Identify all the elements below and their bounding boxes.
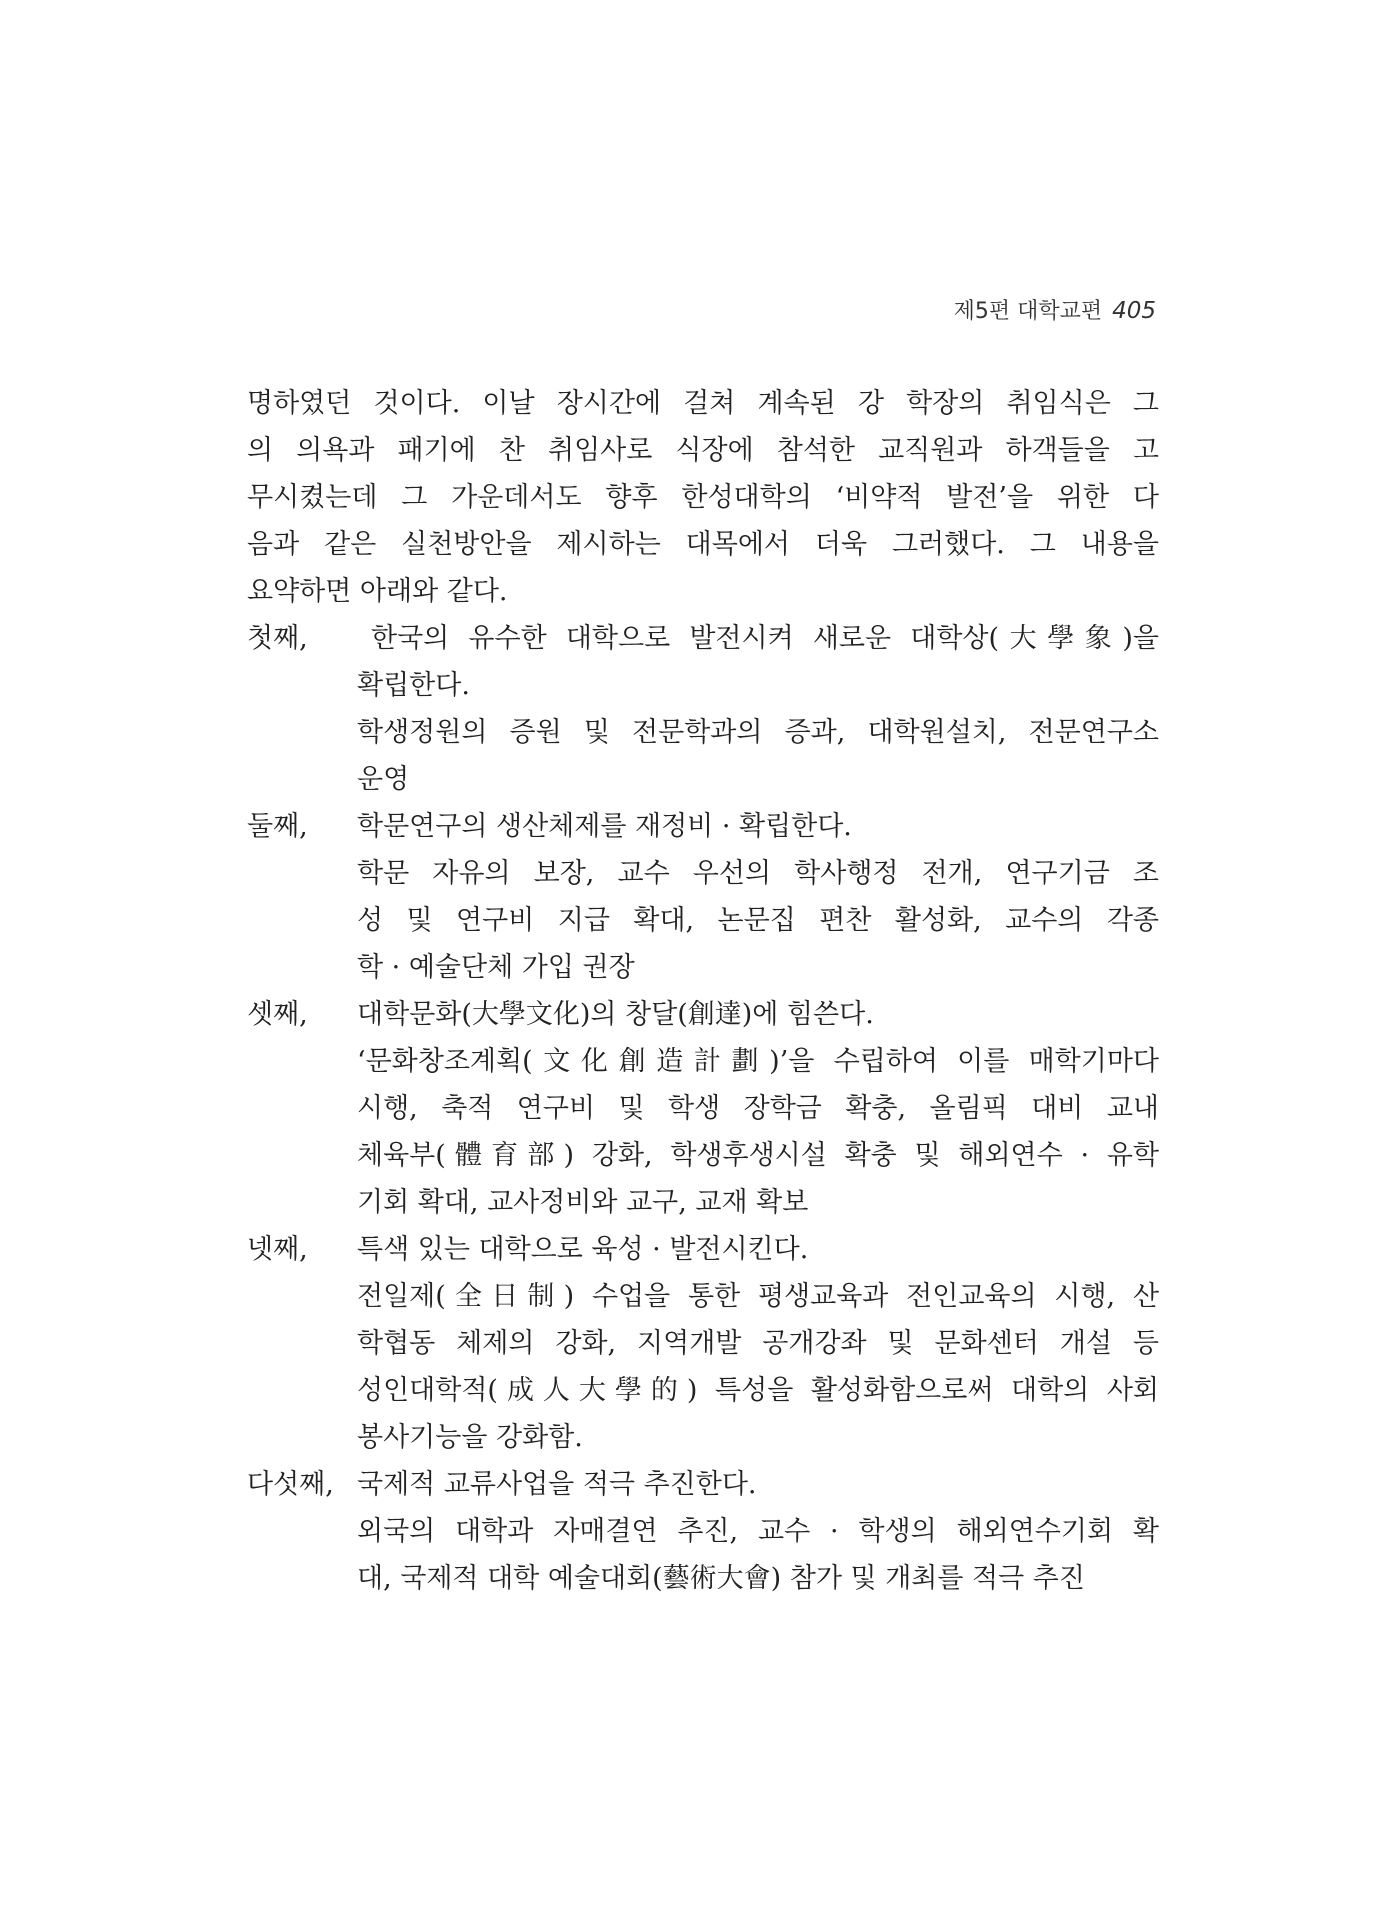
item-text-line: 학협동 체제의 강화, 지역개발 공개강좌 및 문화센터 개설 등 <box>357 1328 1159 1359</box>
list-item <box>247 803 1159 991</box>
item-text-line: 체육부(體育部) 강화, 학생후생시설 확충 및 해외연수 · 유학 <box>357 1140 1159 1171</box>
running-header <box>954 294 1156 325</box>
text-line: 의 의욕과 패기에 찬 취임사로 식장에 참석한 교직원과 하객들을 고 <box>247 435 1159 466</box>
text-line: 요약하면 아래와 같다. <box>247 576 508 607</box>
item-text-line: 학생정원의 증원 및 전문학과의 증과, 대학원설치, 전문연구소 <box>357 717 1159 748</box>
item-heading: 특색 있는 대학으로 육성 · 발전시킨다. <box>357 1234 809 1265</box>
item-label: 다섯째, <box>247 1469 334 1500</box>
text-line: 명하였던 것이다. 이날 장시간에 걸쳐 계속된 강 학장의 취임식은 그 <box>247 388 1159 419</box>
item-text-line: 학 · 예술단체 가입 권장 <box>357 952 635 983</box>
item-heading: 한국의 유수한 대학으로 발전시켜 새로운 대학상(大學象)을 <box>371 623 1159 654</box>
item-label: 둘째, <box>247 811 308 842</box>
item-text-line: 기회 확대, 교사정비와 교구, 교재 확보 <box>357 1187 809 1218</box>
item-text-line: 성인대학적(成人大學的) 특성을 활성화함으로써 대학의 사회 <box>357 1375 1159 1406</box>
item-label: 첫째, <box>247 623 308 654</box>
item-text-line: 성 및 연구비 지급 확대, 논문집 편찬 활성화, 교수의 각종 <box>357 905 1159 936</box>
body-text <box>247 380 1159 1602</box>
item-text-line: 외국의 대학과 자매결연 추진, 교수 · 학생의 해외연수기회 확 <box>357 1516 1159 1547</box>
list-item <box>247 1226 1159 1461</box>
item-heading: 학문연구의 생산체제를 재정비 · 확립한다. <box>357 811 852 842</box>
item-text-line: 시행, 축적 연구비 및 학생 장학금 확충, 올림픽 대비 교내 <box>357 1093 1159 1124</box>
item-text-line: 대, 국제적 대학 예술대회(藝術大會) 참가 및 개최를 적극 추진 <box>357 1563 1085 1594</box>
item-text-line: 봉사기능을 강화함. <box>357 1422 583 1453</box>
list-item <box>247 1461 1159 1602</box>
list-item <box>247 615 1159 803</box>
item-heading: 대학문화(大學文化)의 창달(創達)에 힘쓴다. <box>357 999 874 1030</box>
text-line: 음과 같은 실천방안을 제시하는 대목에서 더욱 그러했다. 그 내용을 <box>247 529 1159 560</box>
item-label: 셋째, <box>247 999 308 1030</box>
item-text-line: 학문 자유의 보장, 교수 우선의 학사행정 전개, 연구기금 조 <box>357 858 1159 889</box>
item-text-line: 확립한다. <box>357 670 470 701</box>
item-label: 넷째, <box>247 1234 308 1265</box>
item-text-line: ‘문화창조계획(文化創造計劃)’을 수립하여 이를 매학기마다 <box>357 1046 1159 1077</box>
intro-paragraph <box>247 380 1159 615</box>
page-number: 405 <box>1112 298 1156 324</box>
item-heading: 국제적 교류사업을 적극 추진한다. <box>357 1469 757 1500</box>
text-line: 무시켰는데 그 가운데서도 향후 한성대학의 ‘비약적 발전’을 위한 다 <box>247 482 1159 513</box>
item-text-line: 전일제(全日制) 수업을 통한 평생교육과 전인교육의 시행, 산 <box>357 1281 1159 1312</box>
list-item <box>247 991 1159 1226</box>
section-title: 제5편 대학교편 <box>953 299 1103 324</box>
plan-list <box>247 615 1159 1602</box>
item-text-line: 운영 <box>357 764 410 795</box>
